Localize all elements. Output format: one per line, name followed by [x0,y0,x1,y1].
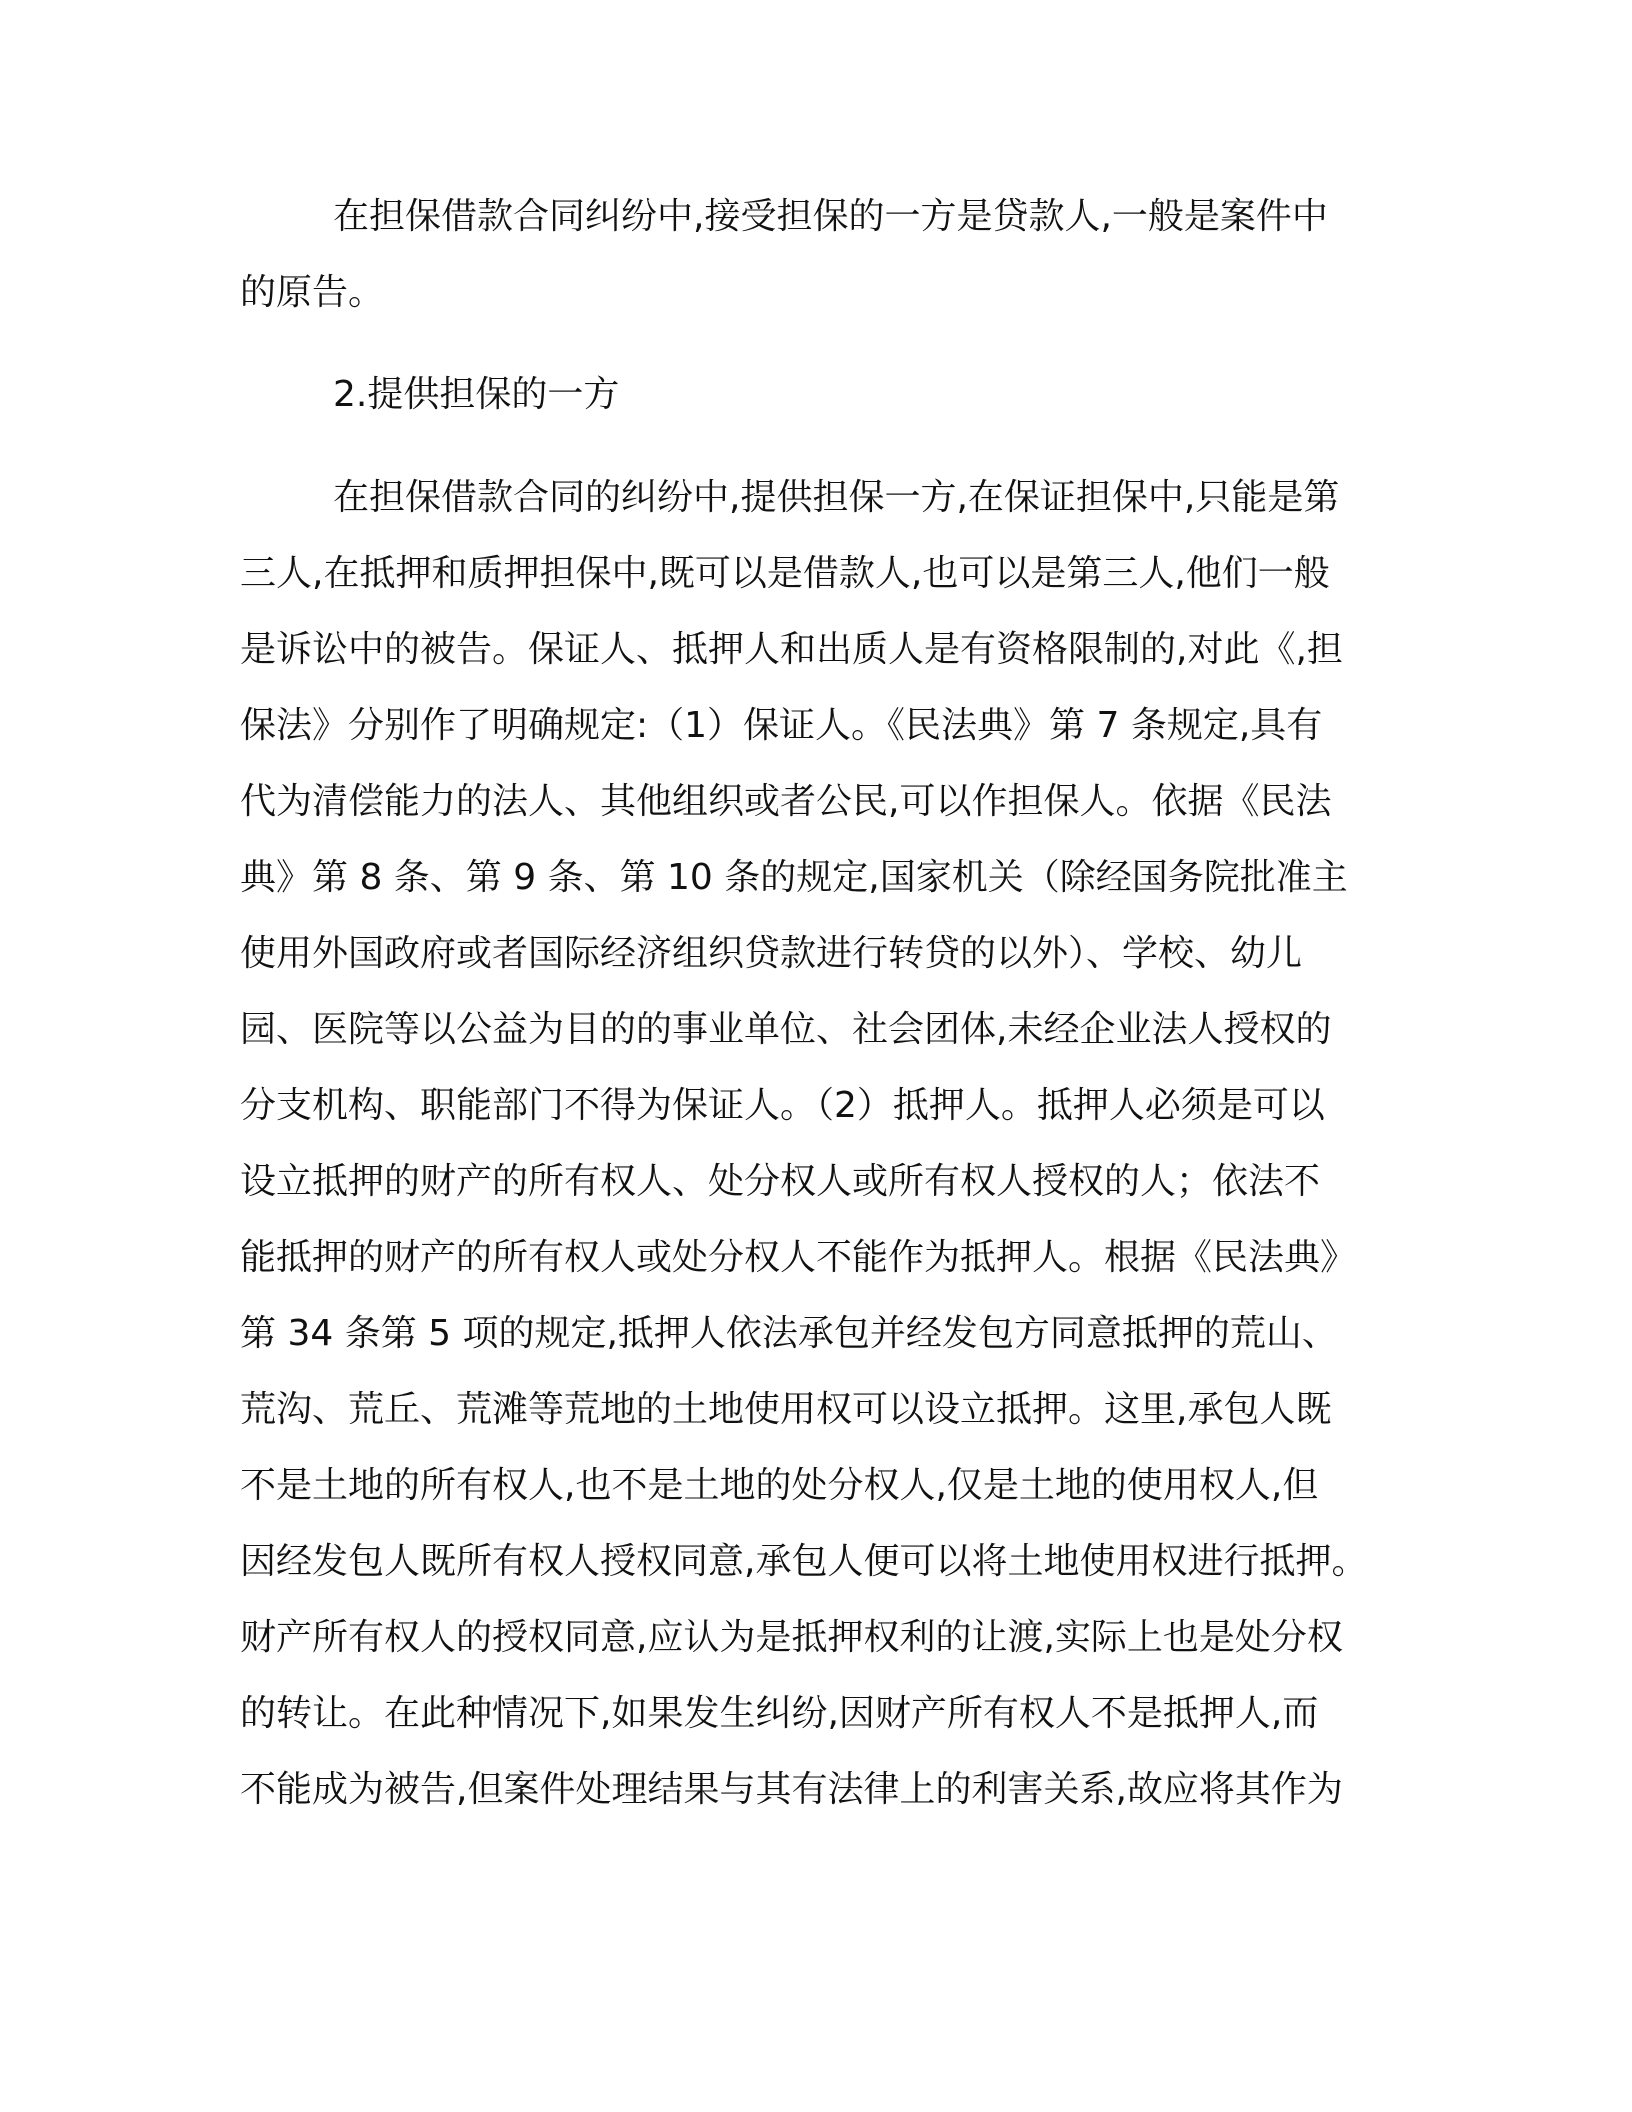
paragraph-2-line-13: 荒沟、荒丘、荒滩等荒地的土地使用权可以设立抵押。这里,承包人既 [240,1389,1332,1430]
paragraph-2-line-15: 因经发包人既所有权人授权同意,承包人便可以将土地使用权进行抵押。 [240,1541,1368,1582]
paragraph-2-line-8: 园、医院等以公益为目的的事业单位、社会团体,未经企业法人授权的 [240,1009,1332,1050]
paragraph-2-line-1: 在担保借款合同的纠纷中,提供担保一方,在保证担保中,只能是第 [333,477,1340,518]
paragraph-2-line-17: 的转让。在此种情况下,如果发生纠纷,因财产所有权人不是抵押人,而 [240,1693,1319,1734]
paragraph-2-line-16: 财产所有权人的授权同意,应认为是抵押权利的让渡,实际上也是处分权 [240,1617,1343,1658]
paragraph-2-line-14: 不是土地的所有权人,也不是土地的处分权人,仅是土地的使用权人,但 [240,1465,1319,1506]
paragraph-2-line-18: 不能成为被告,但案件处理结果与其有法律上的利害关系,故应将其作为 [240,1769,1343,1810]
paragraph-2-line-7: 使用外国政府或者国际经济组织贷款进行转贷的以外）、学校、幼儿 [240,933,1303,974]
paragraph-2-line-12: 第 34 条第 5 项的规定,抵押人依法承包并经发包方同意抵押的荒山、 [240,1313,1338,1354]
paragraph-2-line-5: 代为清偿能力的法人、其他组织或者公民,可以作担保人。依据《民法 [240,781,1332,822]
paragraph-2-line-11: 能抵押的财产的所有权人或处分权人不能作为抵押人。根据《民法典》 [240,1237,1357,1278]
paragraph-2-line-6: 典》第 8 条、第 9 条、第 10 条的规定,国家机关（除经国务院批准主 [240,857,1348,898]
paragraph-2-line-4: 保法》分别作了明确规定:（1）保证人。《民法典》第 7 条规定,具有 [240,705,1323,746]
paragraph-2-line-10: 设立抵押的财产的所有权人、处分权人或所有权人授权的人；依法不 [240,1161,1321,1202]
section-heading: 2.提供担保的一方 [333,374,620,415]
paragraph-1-line-1: 在担保借款合同纠纷中,接受担保的一方是贷款人,一般是案件中 [333,196,1328,237]
paragraph-2-line-2: 三人,在抵押和质押担保中,既可以是借款人,也可以是第三人,他们一般 [240,553,1330,594]
paragraph-2-line-9: 分支机构、职能部门不得为保证人。（2）抵押人。抵押人必须是可以 [240,1085,1325,1126]
paragraph-2-line-3: 是诉讼中的被告。保证人、抵押人和出质人是有资格限制的,对此《,担 [240,629,1343,670]
paragraph-1-line-2: 的原告。 [240,272,385,313]
